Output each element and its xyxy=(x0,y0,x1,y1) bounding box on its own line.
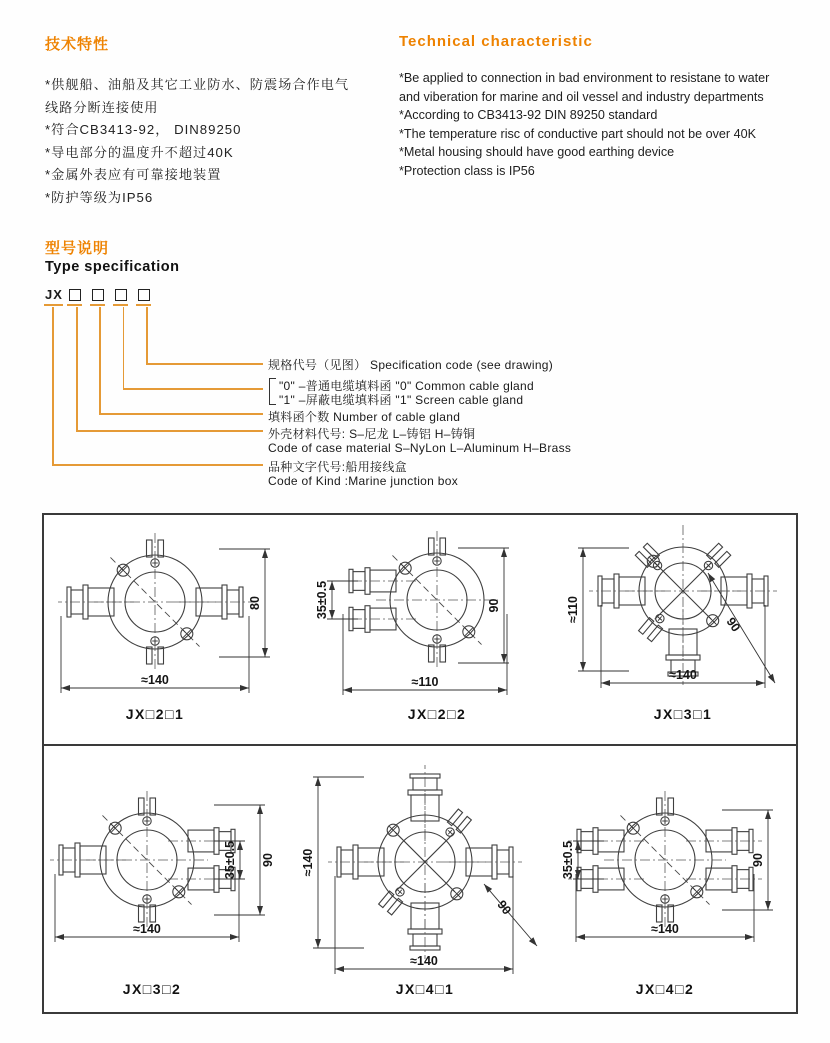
connector-line xyxy=(146,307,148,363)
connector-line xyxy=(52,307,54,464)
tech-lines-cn xyxy=(45,74,390,210)
spec-code-line: 填料函个数 Number of cable gland xyxy=(268,410,461,424)
drawing-label: JX□2□2 xyxy=(407,706,467,722)
junction-box-drawing-3 xyxy=(546,513,798,742)
spec-code-line: "1" –屏蔽电缆填料函 "1" Screen cable gland xyxy=(279,393,524,407)
code-bracket xyxy=(269,378,276,405)
connector-line xyxy=(113,304,128,306)
tech-line-en: *Be applied to connection in bad environment to resistane to water xyxy=(399,71,770,85)
svg-text:≈140: ≈140 xyxy=(410,954,438,968)
model-prefix: JX xyxy=(45,287,63,302)
connector-line xyxy=(76,430,263,432)
drawing-label: JX□3□1 xyxy=(653,706,713,722)
svg-text:≈110: ≈110 xyxy=(411,675,439,689)
junction-box-drawing-6 xyxy=(546,744,798,1010)
tech-line-en: *Protection class is IP56 xyxy=(399,163,535,178)
drawing-label: JX□4□1 xyxy=(395,981,455,997)
spec-code-line: 规格代号（见图） Specification code (see drawing) xyxy=(268,358,554,372)
tech-line-cn: *导电部分的温度升不超过40K xyxy=(45,144,234,160)
svg-text:90: 90 xyxy=(261,853,275,867)
svg-text:35±0.5: 35±0.5 xyxy=(223,840,237,880)
svg-text:≈140: ≈140 xyxy=(141,673,169,687)
svg-text:35±0.5: 35±0.5 xyxy=(561,840,575,880)
junction-box-drawing-2 xyxy=(294,513,546,742)
spec-title-cn: 型号说明 xyxy=(45,240,110,257)
drawing-label: JX□2□1 xyxy=(125,706,185,722)
junction-box-drawing-4 xyxy=(42,744,294,1010)
spec-code-line: "0" –普通电缆填料函 "0" Common cable gland xyxy=(279,379,534,393)
connector-line xyxy=(123,388,264,390)
spec-code-line: Code of Kind :Marine junction box xyxy=(268,474,459,488)
tech-title-en: Technical characteristic xyxy=(399,33,593,50)
tech-title-cn: 技术特性 xyxy=(45,36,110,53)
junction-box-drawing-5 xyxy=(294,744,546,1010)
tech-line-cn: *供舰船、油船及其它工业防水、防震场合作电气 xyxy=(45,77,350,92)
connector-line xyxy=(146,363,263,365)
svg-text:≈140: ≈140 xyxy=(301,848,315,877)
model-code-box xyxy=(69,289,81,301)
tech-line-cn: *防护等级为IP56 xyxy=(45,189,154,205)
spec-code-line: 品种文字代号:船用接线盒 xyxy=(268,460,407,474)
connector-line xyxy=(99,413,263,415)
svg-text:≈140: ≈140 xyxy=(651,922,679,936)
svg-text:90: 90 xyxy=(723,614,743,635)
model-code-box xyxy=(138,289,150,301)
spec-code-line: 外壳材料代号: S–尼龙 L–铸铝 H–铸铜 xyxy=(268,427,476,441)
svg-text:90: 90 xyxy=(751,853,765,867)
svg-text:90: 90 xyxy=(494,897,514,918)
connector-line xyxy=(52,464,263,466)
spec-title-en: Type specification xyxy=(45,259,180,275)
tech-line-en: *According to CB3413-92 DIN 89250 standard xyxy=(399,108,658,123)
connector-line xyxy=(90,304,105,306)
connector-line xyxy=(67,304,82,306)
svg-text:35±0.5: 35±0.5 xyxy=(315,580,329,620)
svg-text:≈110: ≈110 xyxy=(566,595,580,624)
connector-line xyxy=(99,307,101,413)
tech-line-en: *Metal housing should have good earthing device xyxy=(399,145,675,160)
tech-lines-en xyxy=(399,69,824,181)
tech-line-en: and viberation for marine and oil vessel and industry departments xyxy=(399,89,764,104)
tech-line-cn: *符合CB3413-92， DIN89250 xyxy=(45,122,242,138)
model-code-box xyxy=(92,289,104,301)
spec-code-line: Code of case material S–NyLon L–Aluminum H–Brass xyxy=(268,441,572,455)
model-code-box xyxy=(115,289,127,301)
svg-text:≈140: ≈140 xyxy=(133,922,161,936)
tech-line-cn: *金属外表应有可靠接地装置 xyxy=(45,167,222,183)
connector-line xyxy=(123,307,125,388)
junction-box-drawing-1 xyxy=(42,513,294,742)
svg-text:80: 80 xyxy=(248,596,262,610)
drawing-label: JX□4□2 xyxy=(635,981,695,997)
svg-text:≈140: ≈140 xyxy=(669,668,697,682)
svg-text:90: 90 xyxy=(487,598,501,613)
tech-line-cn: 线路分断连接使用 xyxy=(45,99,159,115)
connector-line xyxy=(136,304,151,306)
connector-line xyxy=(76,307,78,430)
tech-line-en: *The temperature risc of conductive part should not be over 40K xyxy=(399,126,757,141)
drawing-label: JX□3□2 xyxy=(122,981,182,997)
